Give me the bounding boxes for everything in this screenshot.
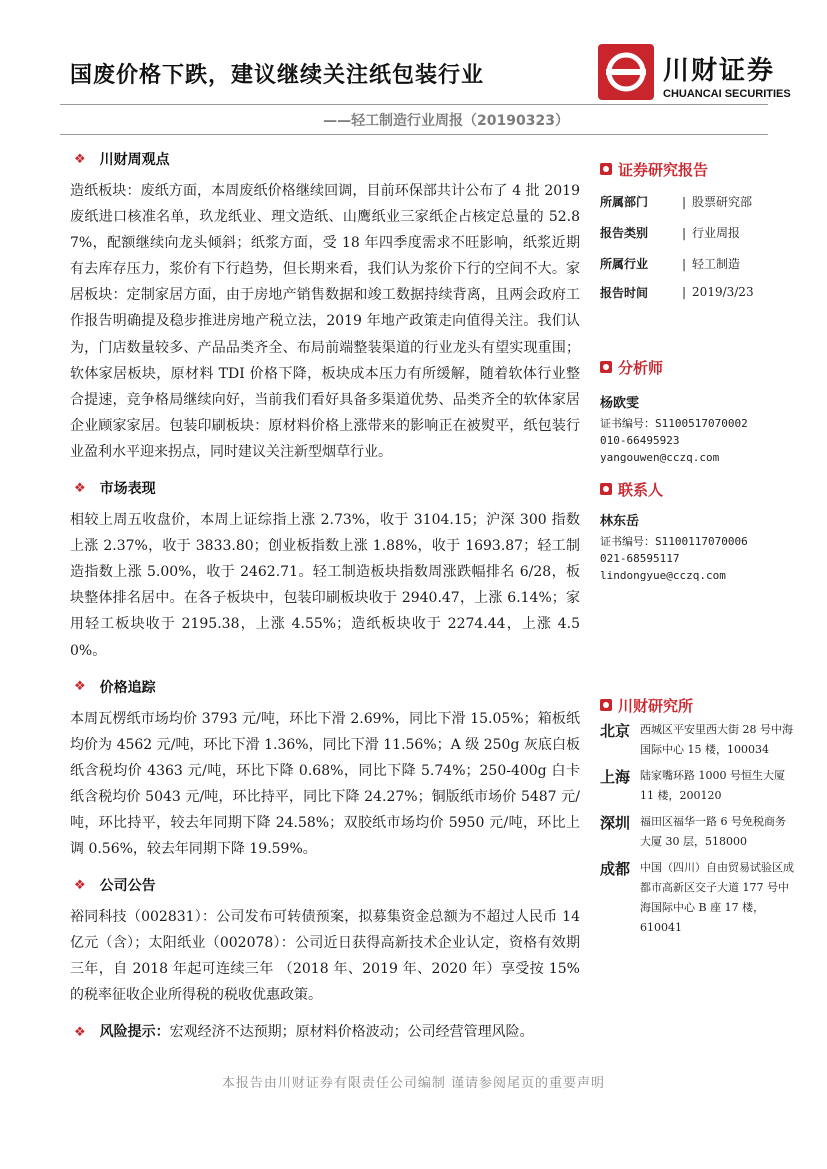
subtitle-divider [60, 134, 768, 135]
info-row-date [600, 279, 800, 305]
company-name-cn: 川财证券 [663, 56, 776, 86]
diamond-bullet-icon: ❖ [74, 151, 86, 167]
company-name-en: CHUANCAI SECURITIES [663, 88, 791, 100]
office-shenzhen [600, 812, 800, 852]
info-value: 股票研究部 [692, 195, 753, 209]
info-value: 行业周报 [692, 226, 741, 240]
office-shanghai [600, 766, 800, 806]
viewpoint-section [70, 148, 580, 465]
info-key: 所属行业 [600, 257, 649, 271]
viewpoint-text: 造纸板块：废纸方面，本周废纸价格继续回调，目前环保部共计公布了 4 批 2019 废纸进口核准名单，玖龙纸业、理文造纸、山鹰纸业三家纸企占核定总量的 52.87%，配额继续向龙头倾斜；纸浆方面，受 18 年四季度需求不旺影响，纸浆近期有去库存压力，浆价有下行趋势，但长期来看，我们认为浆价下行的空间不大。家居板块：定制家居方面，由于房地产销售数据和竣工数据持续背离，且两会政府工作报告明确提及稳步推进房地产税立法，2019 年地产政策走向值得关注。我们认为，门店数量较多、产品品类齐全、布局前端整装渠道的行业龙头有望实现重围；软体家居板块，原材料 TDI 价格下降，板块成本压力有所缓解，随着软体行业整合提速，竞争格局继续向好，当前我们看好具备多渠道优势、品类齐全的软体家居企业顾家家居。包装印刷板块：原材料价格上涨带来的影响正在被熨平，纸包装行业盈利水平迎来拐点，同时建议关注新型烟草行业。 [70, 183, 580, 460]
footer-disclaimer: 本报告由川财证券有限责任公司编制 谨请参阅尾页的重要声明 [221, 1076, 606, 1091]
info-value: 2019/3/23 [692, 285, 754, 299]
section-marker-icon [600, 483, 612, 495]
section-marker-icon [600, 699, 612, 711]
report-title: 国废价格下跌，建议继续关注纸包装行业 [70, 63, 485, 88]
company-text: 裕同科技（002831）：公司发布可转债预案，拟募集资金总额为不超过人民币 14 亿元（含）；太阳纸业（002078）：公司近日获得高新技术企业认定，资格有效期三年，自 2018 年起可连续三年 （2018 年、2019 年、2020 年）享受按 15%的税率征收企业所得税的税收优惠政策。 [70, 909, 580, 1004]
diamond-bullet-icon: ❖ [74, 1024, 86, 1040]
section-marker-icon [600, 361, 612, 373]
report-info-heading-text: 证券研究报告 [618, 160, 709, 179]
institute-heading [600, 694, 800, 716]
company-heading: 公司公告 [99, 878, 156, 895]
office-address: 福田区福华一路 6 号免税商务大厦 30 层，518000 [640, 815, 786, 848]
info-value: 轻工制造 [692, 257, 741, 271]
office-city: 北京 [600, 722, 631, 740]
report-subtitle: ——轻工制造行业周报（20190323） [323, 113, 569, 129]
price-heading: 价格追踪 [99, 679, 156, 696]
market-section [70, 477, 580, 664]
risk-section [70, 1021, 580, 1041]
report-info-panel [600, 158, 800, 305]
office-chengdu [600, 858, 800, 938]
info-key: 报告时间 [600, 285, 649, 300]
diamond-bullet-icon: ❖ [74, 877, 86, 893]
office-city: 上海 [600, 768, 631, 786]
section-heading [70, 477, 580, 499]
contact-email[interactable]: lindongyue@cczq.com [600, 569, 726, 582]
contact-phone: 021-68595117 [600, 552, 680, 565]
diamond-bullet-icon: ❖ [74, 679, 86, 695]
price-section [70, 676, 580, 863]
institute-panel [600, 694, 800, 944]
contact-name: 林东岳 [600, 514, 640, 529]
section-marker-icon [600, 163, 612, 175]
company-logo-icon [598, 44, 654, 100]
section-heading [70, 874, 580, 896]
office-address: 西城区平安里西大街 28 号中海国际中心 15 楼，100034 [640, 723, 793, 756]
office-city: 深圳 [600, 814, 631, 832]
viewpoint-heading: 川财周观点 [99, 152, 170, 168]
info-row-department [600, 186, 800, 217]
analyst-panel [600, 356, 800, 466]
institute-heading-text: 川财研究所 [618, 696, 694, 715]
contact-heading-text: 联系人 [618, 480, 664, 499]
risk-text: 宏观经济不达预期；原材料价格波动；公司经营管理风险。 [169, 1023, 534, 1040]
diamond-bullet-icon: ❖ [74, 480, 86, 496]
analyst-phone: 010-66495923 [600, 434, 680, 447]
info-separator: | [682, 194, 687, 209]
header-divider [60, 104, 768, 105]
section-heading [70, 676, 580, 698]
company-section [70, 874, 580, 1008]
price-text: 本周瓦楞纸市场均价 3793 元/吨，环比下滑 2.69%，同比下滑 15.05%；箱板纸均价为 4562 元/吨，环比下滑 1.36%，同比下滑 11.56%；A 级 250g 灰底白板纸含税均价 4363 元/吨，环比下降 0.68%，同比下降 5.74%；250-400g 白卡纸含税均价 5043 元/吨，环比持平，同比下降 24.27%；铜版纸市场价 5487 元/吨，环比持平，较去年同期下降 24.58%；双胶纸市场均价 5950 元/吨，环比上调 0.56%，较去年同期下降 19.59%。 [70, 710, 580, 858]
contact-cert: 证书编号：S1100117070006 [600, 535, 748, 548]
main-content [70, 148, 580, 1041]
market-text: 相较上周五收盘价，本周上证综指上涨 2.73%，收于 3104.15；沪深 300 指数上涨 2.37%，收于 3833.80；创业板指数上涨 1.88%，收于 1693.87；轻工制造指数上涨 5.00%，收于 2462.71。轻工制造板块指数周涨跌幅排名 6/28，板块整体排名居中。在各子板块中，包装印刷板块收于 2940.47，上涨 6.14%；家用轻工板块收于 2195.38，上涨 4.55%；造纸板块收于 2274.44，上涨 4.50%。 [70, 512, 580, 659]
office-address: 陆家嘴环路 1000 号恒生大厦 11 楼，200120 [640, 769, 785, 802]
analyst-cert: 证书编号：S1100517070002 [600, 417, 748, 430]
contact-heading [600, 478, 800, 500]
info-separator: | [682, 256, 687, 271]
office-beijing [600, 720, 800, 760]
risk-label: 风险提示： [99, 1023, 170, 1040]
info-separator: | [682, 285, 687, 299]
contact-panel [600, 478, 800, 584]
analyst-email[interactable]: yangouwen@cczq.com [600, 451, 720, 464]
info-row-type [600, 217, 800, 248]
section-heading [70, 148, 580, 170]
info-separator: | [682, 225, 687, 240]
analyst-name: 杨欧雯 [600, 396, 640, 411]
market-heading: 市场表现 [99, 481, 156, 498]
logo-mark-icon [598, 44, 654, 100]
analyst-heading-text: 分析师 [618, 358, 664, 377]
office-address: 中国（四川）自由贸易试验区成都市高新区交子大道 177 号中海国际中心 B 座 17 楼，610041 [640, 861, 794, 934]
report-info-heading [600, 158, 800, 180]
office-city: 成都 [600, 860, 631, 878]
info-key: 报告类别 [600, 226, 649, 240]
analyst-heading [600, 356, 800, 378]
info-row-industry [600, 248, 800, 279]
info-key: 所属部门 [600, 195, 649, 209]
